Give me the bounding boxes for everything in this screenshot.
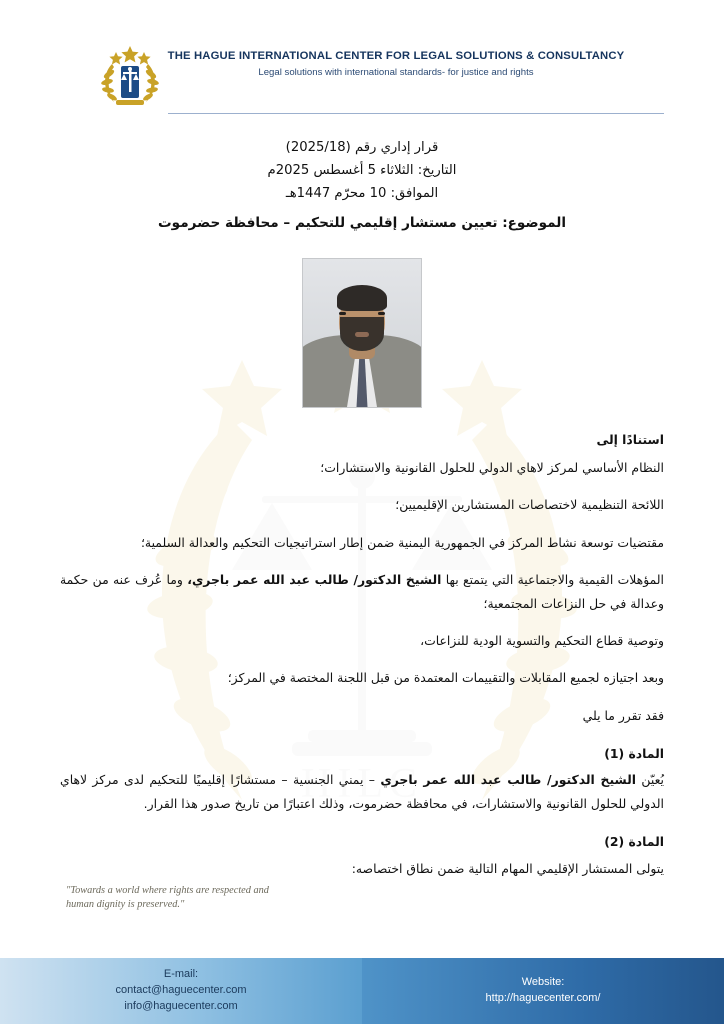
body-clause-3: مقتضيات توسعة نشاط المركز في الجمهورية اليمنية ضمن إطار استراتيجيات التحكيم والعدالة السلمية؛ xyxy=(140,534,664,550)
org-tagline: Legal solutions with international standards- for justice and rights xyxy=(258,67,534,78)
footer-website-block xyxy=(362,958,724,1024)
header-divider xyxy=(168,113,664,114)
portrait-photo xyxy=(302,258,422,408)
motto-line-1: "Towards a world where rights are respected and xyxy=(66,885,269,896)
email-primary[interactable]: contact@haguecenter.com xyxy=(115,984,247,997)
body-clause-qualifications xyxy=(60,568,664,616)
website-url[interactable]: http://haguecenter.com/ xyxy=(485,992,601,1004)
body-clause-4: وتوصية قطاع التحكيم والتسوية الودية للنزاعات، xyxy=(420,633,664,649)
article-1-prefix: يُعيّن xyxy=(636,771,664,787)
decision-subject: الموضوع: تعيين مستشار إقليمي للتحكيم – محافظة حضرموت xyxy=(158,215,566,232)
article-1-text xyxy=(60,768,664,816)
clause-prefix: المؤهلات القيمية والاجتماعية التي يتمتع بها xyxy=(441,571,664,587)
email-secondary[interactable]: info@haguecenter.com xyxy=(124,999,238,1012)
decision-date-hijri: الموافق: 10 محرّم 1447هـ xyxy=(285,186,439,202)
document-header xyxy=(0,0,724,108)
decision-number: قرار إداري رقم (2025/18) xyxy=(285,140,439,155)
decision-title-block xyxy=(0,136,724,236)
article-1-suffix: – يمني الجنسية – مستشارًا إقليميًا للتحكيم لدى مركز لاهاي الدولي للحلول القانونية والاستشارات، في محافظة حضرموت، وذلك اعتبارًا من تاريخ صدور هذا القرار. xyxy=(60,771,664,812)
org-name: THE HAGUE INTERNATIONAL CENTER FOR LEGAL SOLUTIONS & CONSULTANCY xyxy=(167,50,625,62)
body-clause-5: وبعد اجتيازه لجميع المقابلات والتقييمات المعتمدة من قبل اللجنة المختصة في المركز؛ xyxy=(227,670,664,686)
article-2-text: يتولى المستشار الإقليمي المهام التالية ضمن نطاق اختصاصه: xyxy=(351,860,664,876)
body-lead: استنادًا إلى xyxy=(596,432,664,448)
article-1-heading: المادة (1) xyxy=(604,745,664,761)
watermark-text: HILC xyxy=(301,761,423,807)
decision-body xyxy=(0,428,724,881)
email-label: E-mail: xyxy=(163,968,199,981)
website-label: Website: xyxy=(521,976,565,989)
article-1-appointee: الشيخ الدكتور/ طالب عبد الله عمر باجري xyxy=(380,771,637,787)
motto-line-2: human dignity is preserved." xyxy=(66,898,185,910)
crest-logo-icon xyxy=(100,44,160,108)
document-footer xyxy=(0,958,724,1024)
clause-suffix: وما عُرف عنه من حكمة وعدالة في حل النزاعات المجتمعية؛ xyxy=(60,571,664,611)
org-identity xyxy=(168,44,625,78)
footer-email-block xyxy=(0,958,362,1024)
motto-quote xyxy=(66,884,296,912)
body-clause-1: النظام الأساسي لمركز لاهاي الدولي للحلول القانونية والاستشارات؛ xyxy=(320,460,664,476)
appointee-name-inline: الشيخ الدكتور/ طالب عبد الله عمر باجري، xyxy=(187,571,442,587)
article-2-heading: المادة (2) xyxy=(604,834,664,850)
body-clause-2: اللائحة التنظيمية لاختصاصات المستشارين الإقليميين؛ xyxy=(395,497,664,513)
decision-date-gregorian: التاريخ: الثلاثاء 5 أغسطس 2025م xyxy=(267,163,457,179)
body-clause-6: فقد تقرر ما يلي xyxy=(582,707,664,723)
